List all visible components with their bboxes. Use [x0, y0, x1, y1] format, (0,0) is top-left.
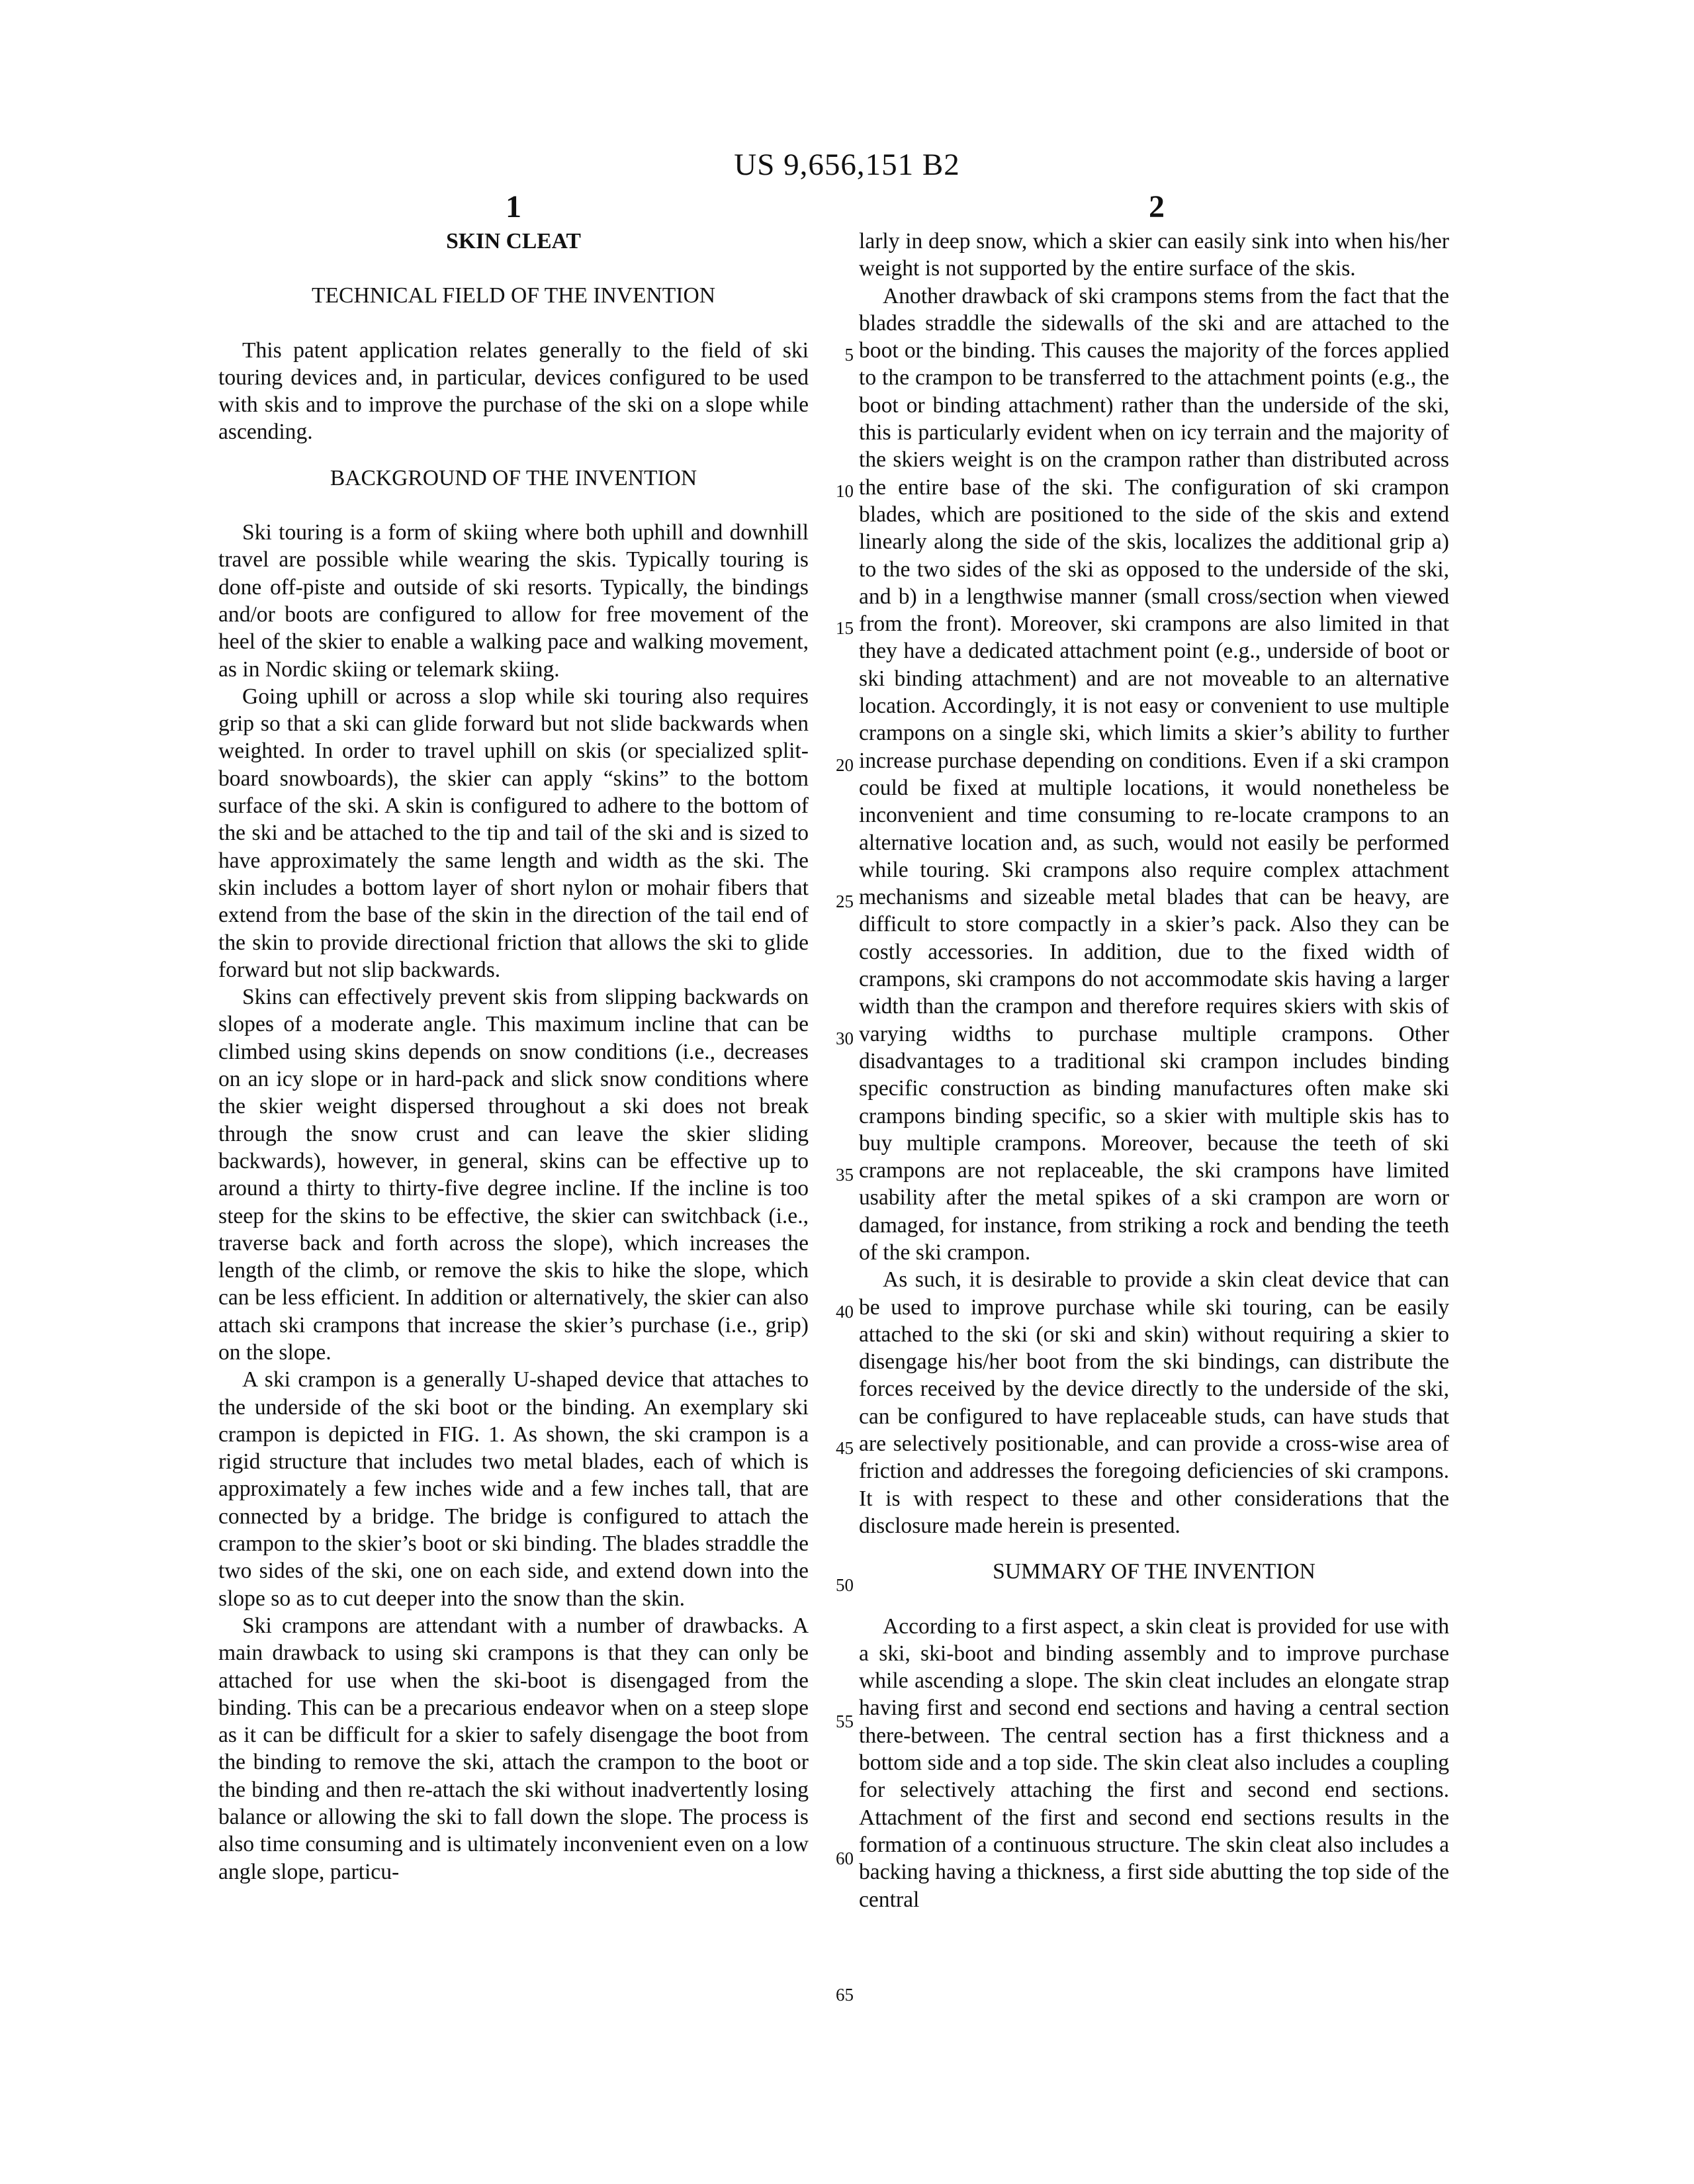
line-number: 40 — [836, 1302, 854, 1322]
column-number-right: 2 — [1149, 189, 1165, 224]
summary-heading: SUMMARY OF THE INVENTION — [993, 1559, 1315, 1584]
paragraph: Going uphill or across a slop while ski touring also requires grip so that a ski can glide forward but not slide backwards when weighted. In order to travel uphill on skis (or specialized split-board snowboards), the skier can apply “skins” to the bottom surface of the ski. A skin is configured to adhere to the bottom of the ski and be attached to the tip and tail of the ski and is sized to have approximately the same length and width as the ski. The skin includes a bottom layer of short nylon or mohair fibers that extend from the base of the skin in the direction of the tail end of the skin to provide directional friction that allows the ski to glide forward but not slip backwards. — [218, 684, 809, 982]
document-title: SKIN CLEAT — [446, 229, 581, 253]
summary-paragraph: According to a first aspect, a skin cleat is provided for use with a ski, ski-boot and binding assembly and to improve purchase while ascending a slope. The skin cleat includes an elongate strap having first and second end sections and having a central section there-between. The central section has a first thickness and a bottom side and a top side. The skin cleat also includes a coupling for selectively attaching the first and second end sections. Attachment of the first and second end sections results in the formation of a continuous structure. The skin cleat also includes a backing having a thickness, a first side abutting the top side of the central — [859, 1614, 1449, 1912]
left-column — [218, 228, 809, 1886]
line-number: 10 — [836, 481, 854, 501]
paragraph: A ski crampon is a generally U-shaped device that attaches to the underside of the ski boot or the binding. An exemplary ski crampon is depicted in FIG. 1. As shown, the ski crampon is a rigid structure that includes two metal blades, each of which is approximately a few inches wide and a few inches tall, that are connected by a bridge. The bridge is configured to attach the crampon to the skier’s boot or ski binding. The blades straddle the two sides of the ski, one on each side, and extend down into the slope so as to cut deeper into the snow than the skin. — [218, 1367, 809, 1611]
right-column — [859, 228, 1449, 1913]
line-number: 30 — [836, 1028, 854, 1048]
paragraph: As such, it is desirable to provide a skin cleat device that can be used to improve purchase while ski touring, can be easily attached to the ski (or ski and skin) without requiring a skier to disengage his/her boot from the ski bindings, can distribute the forces received by the device directly to the underside of the ski, can be configured to have replaceable studs, can have studs that are selectively positionable, and can provide a cross-wise area of friction and addresses the foregoing deficiencies of ski crampons. It is with respect to these and other considerations that the disclosure made herein is presented. — [859, 1267, 1449, 1538]
line-number: 60 — [836, 1848, 854, 1868]
paragraph: Skins can effectively prevent skis from slipping backwards on slopes of a moderate angle. This maximum incline that can be climbed using skins depends on snow conditions (i.e., decreases on an icy slope or in hard-pack and slick snow conditions where the skier weight dispersed throughout a ski does not break through the snow crust and can leave the skier sliding backwards), however, in general, skins can be effective up to around a thirty to thirty-five degree incline. If the incline is too steep for the skins to be effective, the skier can switchback (i.e., traverse back and forth across the slope), which increases the length of the climb, or remove the skis to hike the slope, which can be less efficient. In addition or alternatively, the skier can also attach ski crampons that increase the skier’s purchase (i.e., grip) on the slope. — [218, 985, 809, 1365]
technical-field-heading: TECHNICAL FIELD OF THE INVENTION — [312, 283, 715, 308]
line-number: 45 — [836, 1438, 854, 1458]
technical-field-text: This patent application relates generally to the field of ski touring devices and, in particular, devices configured to be used with skis and to improve the purchase of the ski on a slope while ascending. — [218, 338, 809, 445]
paragraph: Ski crampons are attendant with a number of drawbacks. A main drawback to using ski crampons is that they can only be attached for use when the ski-boot is disengaged from the binding. This can be a precarious endeavor when on a steep slope as it can be difficult for a skier to safely disengage the boot from the binding to remove the ski, attach the crampon to the boot or the binding and then re-attach the ski without inadvertently losing balance or allowing the ski to fall down the slope. The process is also time consuming and is ultimately inconvenient even on a low angle slope, particu- — [218, 1613, 809, 1884]
line-number: 25 — [836, 891, 854, 911]
paragraph: larly in deep snow, which a skier can easily sink into when his/her weight is not supported by the entire surface of the skis. — [859, 229, 1449, 281]
line-number: 35 — [836, 1165, 854, 1185]
paragraph: Another drawback of ski crampons stems from the fact that the blades straddle the sidewalls of the ski and are attached to the boot or the binding. This causes the majority of the forces applied to the crampon to be transferred to the attachment points (e.g., the boot or binding attachment) rather than the underside of the ski, this is particularly evident when on icy terrain and the majority of the skiers weight is on the crampon rather than distributed across the entire base of the ski. The configuration of ski crampon blades, which are positioned to the side of the skis and extend linearly along the side of the skis, localizes the additional grip a) to the two sides of the ski as opposed to the underside of the ski, and b) in a lengthwise manner (small cross/section when viewed from the front). Moreover, ski crampons are also limited in that they have a dedicated attachment point (e.g., underside of boot or ski binding attachment) and are not moveable to an alternative location. Accordingly, it is not easy or convenient to use multiple crampons on a single ski, which limits a skier’s ability to further increase purchase depending on conditions. Even if a ski crampon could be fixed at multiple locations, it would nonetheless be inconvenient and time consuming to re-locate crampons to an alternative location and, as such, would not easily be performed while touring. Ski crampons also require complex attachment mechanisms and sizeable metal blades that can be heavy, are difficult to store compactly in a skier’s pack. Also they can be costly accessories. In addition, due to the fixed width of crampons, ski crampons do not accommodate skis having a larger width than the crampon and therefore requires skiers with skis of varying widths to purchase multiple crampons. Other disadvantages to a traditional ski crampon includes binding specific construction as binding manufactures often make ski crampons binding specific, so a skier with multiple skis has to buy multiple crampons. Moreover, because the teeth of ski crampons are not replaceable, the ski crampons have limited usability after the metal spikes of a ski crampon are worn or damaged, for instance, from striking a rock and bending the teeth of the ski crampon. — [859, 283, 1449, 1265]
line-number: 65 — [836, 1985, 854, 2005]
paragraph: Ski touring is a form of skiing where both uphill and downhill travel are possible while wearing the skis. Typically touring is done off-piste and outside of ski resorts. Typically, the bindings and/or boots are configured to allow for free movement of the heel of the skier to enable a walking pace and walking movement, as in Nordic skiing or telemark skiing. — [218, 520, 809, 682]
line-number: 5 — [844, 345, 854, 365]
line-number: 15 — [836, 618, 854, 638]
line-number: 55 — [836, 1711, 854, 1731]
line-number: 20 — [836, 755, 854, 775]
line-number: 50 — [836, 1575, 854, 1595]
column-number-left: 1 — [506, 189, 521, 224]
patent-number: US 9,656,151 B2 — [734, 148, 960, 182]
background-heading: BACKGROUND OF THE INVENTION — [330, 465, 697, 490]
